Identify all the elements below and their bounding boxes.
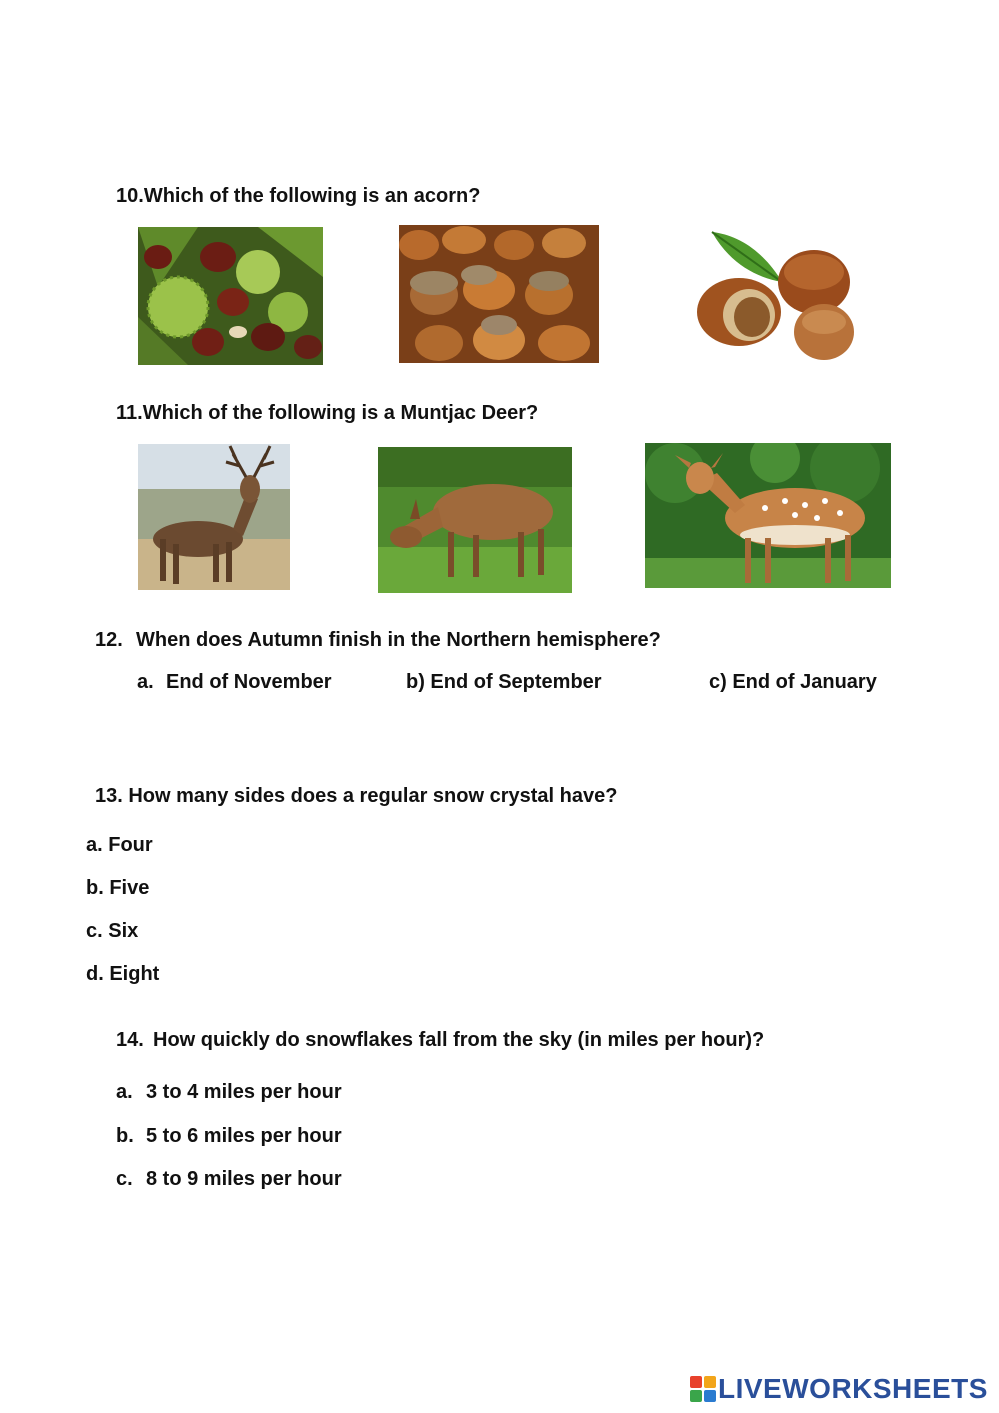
q12-option-a-marker: a. (137, 671, 154, 693)
q14-question (116, 1028, 764, 1052)
q11-option-muntjac-deer-image[interactable] (378, 447, 572, 593)
q12-option-c-text: c) End of January (709, 671, 877, 693)
q11-question (116, 401, 538, 425)
q11-option-red-stag-image[interactable] (138, 444, 290, 590)
liveworksheets-logo-text: LIVEWORKSHEETS (718, 1373, 988, 1404)
q12-option-c[interactable] (709, 670, 877, 694)
q12-text: When does Autumn finish in the Northern hemisphere? (136, 629, 661, 651)
q14-option-b-marker: b. (116, 1125, 134, 1147)
q14-option-a[interactable] (116, 1080, 342, 1104)
q12-option-a-text: End of November (166, 671, 332, 693)
q12-number: 12. (95, 629, 123, 651)
q10-text: Which of the following is an acorn? (143, 185, 481, 207)
q10-option-horse-chestnuts-image[interactable] (138, 227, 323, 365)
q13-option-b[interactable]: b. Five (86, 877, 150, 899)
q10-number: 10. (116, 185, 144, 207)
q14-option-b[interactable] (116, 1124, 342, 1148)
q11-number: 11. (116, 402, 143, 424)
q13-option-c[interactable]: c. Six (86, 920, 139, 942)
q13-option-d[interactable]: d. Eight (86, 963, 160, 985)
q12-option-a[interactable] (137, 670, 332, 694)
q14-text: How quickly do snowflakes fall from the sky (in miles per hour)? (153, 1029, 765, 1051)
q10-option-acorns-image[interactable] (399, 225, 599, 363)
q12-question (95, 628, 661, 652)
q12-option-b[interactable] (406, 670, 602, 694)
liveworksheets-logo-icon (690, 1376, 716, 1402)
q11-text: Which of the following is a Muntjac Deer? (142, 402, 539, 424)
q14-option-a-marker: a. (116, 1081, 133, 1103)
q12-option-b-text: b) End of September (406, 671, 602, 693)
q14-option-c-marker: c. (116, 1168, 133, 1190)
liveworksheets-logo[interactable] (690, 1373, 988, 1405)
q14-option-a-text: 3 to 4 miles per hour (146, 1081, 342, 1103)
q14-option-c[interactable] (116, 1167, 342, 1191)
q13-option-a[interactable]: a. Four (86, 834, 153, 856)
q13-question: 13. How many sides does a regular snow crystal have? (95, 785, 618, 807)
q14-number: 14. (116, 1029, 144, 1051)
q11-option-fallow-deer-image[interactable] (645, 443, 891, 588)
q14-option-c-text: 8 to 9 miles per hour (146, 1168, 342, 1190)
q14-option-b-text: 5 to 6 miles per hour (146, 1125, 342, 1147)
q10-question (116, 184, 480, 208)
q10-option-hazelnuts-image[interactable] (694, 227, 860, 363)
